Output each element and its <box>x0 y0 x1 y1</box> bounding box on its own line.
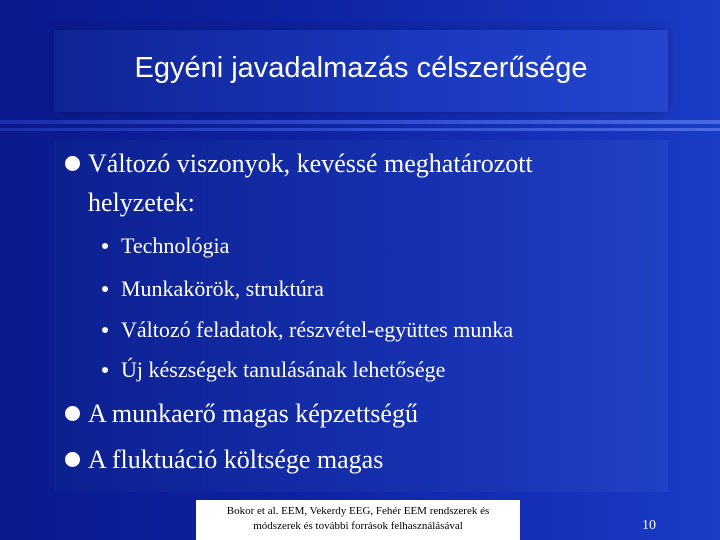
footer-source-note <box>196 500 520 540</box>
bullet-text-continuation: helyzetek: <box>88 188 195 217</box>
divider-line <box>0 120 720 124</box>
round-bullet-icon <box>65 406 80 421</box>
slide-title: Egyéni javadalmazás célszerűsége <box>134 52 588 84</box>
round-bullet-icon <box>65 156 80 171</box>
sub-bullet-text: Munkakörök, struktúra <box>121 276 324 301</box>
sub-bullet-text: Technológia <box>121 233 230 258</box>
sub-bullet-icon <box>102 327 108 333</box>
sub-bullet-text: Új készségek tanulásának lehetősége <box>121 357 446 382</box>
footer-line: Bokor et al. EEM, Vekerdy EEG, Fehér EEM rendszerek és <box>226 505 490 517</box>
bullet-text: A munkaerő magas képzettségű <box>88 399 418 428</box>
bullet-text: A fluktuáció költsége magas <box>88 445 384 474</box>
round-bullet-icon <box>65 452 80 467</box>
sub-bullet-icon <box>102 286 108 292</box>
bullet-text: Változó viszonyok, kevéssé meghatározott <box>88 149 533 178</box>
sub-bullet-icon <box>102 243 108 249</box>
divider-line <box>0 128 720 131</box>
page-number: 10 <box>642 518 656 533</box>
sub-bullet-icon <box>102 367 108 373</box>
footer-line: módszerek és további források felhasználásával <box>253 520 463 532</box>
title-box <box>54 30 668 112</box>
sub-bullet-text: Változó feladatok, részvétel-együttes munka <box>121 317 514 342</box>
